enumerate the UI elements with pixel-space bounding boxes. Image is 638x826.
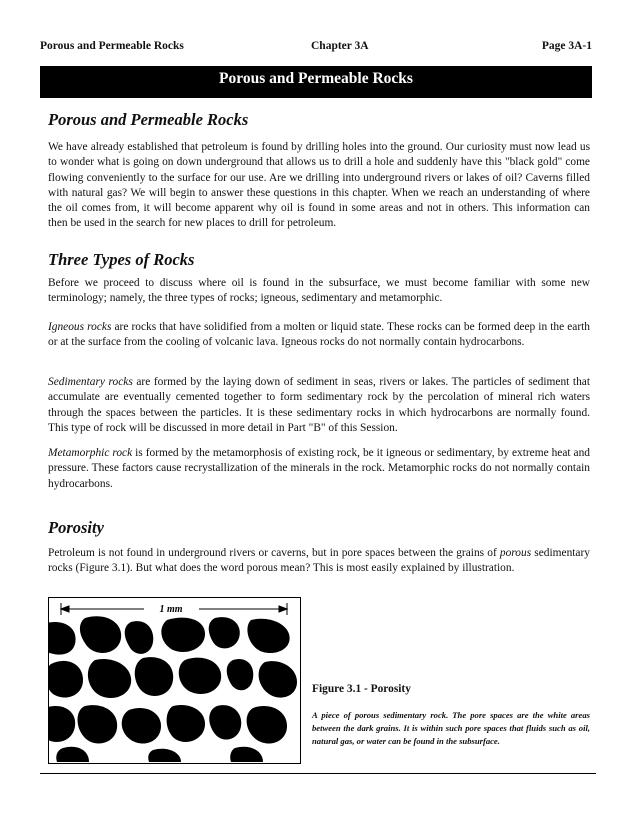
figure-title: Figure 3.1 - Porosity [312,683,411,695]
porosity-paragraph [48,546,590,577]
sedimentary-paragraph [48,375,590,436]
figure-caption: A piece of porous sedimentary rock. The pore spaces are the white areas between the dark grains. It is within such pore spaces that fluids such as oil, natural gas, or water can be found in the subsurface. [312,710,590,746]
porous-rock-illustration [49,598,299,762]
metamorphic-term: Metamorphic rock [48,447,133,459]
porous-word: porous [499,547,532,559]
heading-porosity: Porosity [48,518,104,537]
header-left: Porous and Permeable Rocks [40,40,184,52]
igneous-text: are rocks that have solidified from a molten or liquid state. These rocks can be formed deep in the earth or at the surface from the cooling of volcanic lava. Igneous rocks do not normally contain hydrocarbons. [48,321,590,349]
porosity-figure [48,597,301,764]
types-intro-paragraph: Before we proceed to discuss where oil is found in the subsurface, we must become familiar with some new terminology; namely, the three types of rocks; igneous, sedimentary and metamorphic. [48,277,590,305]
metamorphic-text: is formed by the metamorphosis of existing rock, be it igneous or sedimentary, by extreme heat and pressure. These factors cause recrystallization of the minerals in the rock. Metamorphic rocks do not normally contain hydrocarbons. [48,447,590,490]
heading-porous-permeable: Porous and Permeable Rocks [48,110,249,129]
igneous-paragraph [48,320,590,351]
porosity-text-start: Petroleum is not found in underground rivers or caverns, but in pore spaces between the grains of [48,547,500,559]
rock-grains [49,616,297,762]
footer-rule [40,773,596,774]
header-center: Chapter 3A [311,40,369,52]
title-banner: Porous and Permeable Rocks [40,66,592,98]
sedimentary-term: Sedimentary rocks [48,376,133,388]
scale-label: 1 mm [159,604,183,615]
igneous-term: Igneous rocks [48,321,112,333]
header-page-number: Page 3A-1 [541,40,592,52]
porosity-text-end: sedimentary rocks (Figure 3.1). But what does the word porous mean? This is most easily explained by illustration. [48,547,590,575]
intro-paragraph: We have already established that petroleum is found by drilling holes into the ground. Our curiosity must now lead us to wonder what is going on down underground that allows us to drill a hole and suddenly have this "black gold" come flowing conveniently to the surface for our use. Are we drilling into underground rivers or lakes of oil? Caverns filled with natural gas? We will begin to answer these questions in this chapter. When we reach an understanding of where the oil comes from, it will become apparent why oil is found in some areas and not in others. This information can then be used in the search for new places to drill for petroleum. [48,141,590,230]
metamorphic-paragraph [48,446,590,492]
sedimentary-text: are formed by the laying down of sediment in seas, rivers or lakes. The particles of sediment that accumulate are eventually cemented together to form sedimentary rock by the percolation of mineral rich waters through the spaces between the particles. It is these sedimentary rocks in which hydrocarbons are normally found. This type of rock will be discussed in more detail in Part "B" of this Session. [48,376,590,434]
heading-three-types: Three Types of Rocks [48,250,195,269]
